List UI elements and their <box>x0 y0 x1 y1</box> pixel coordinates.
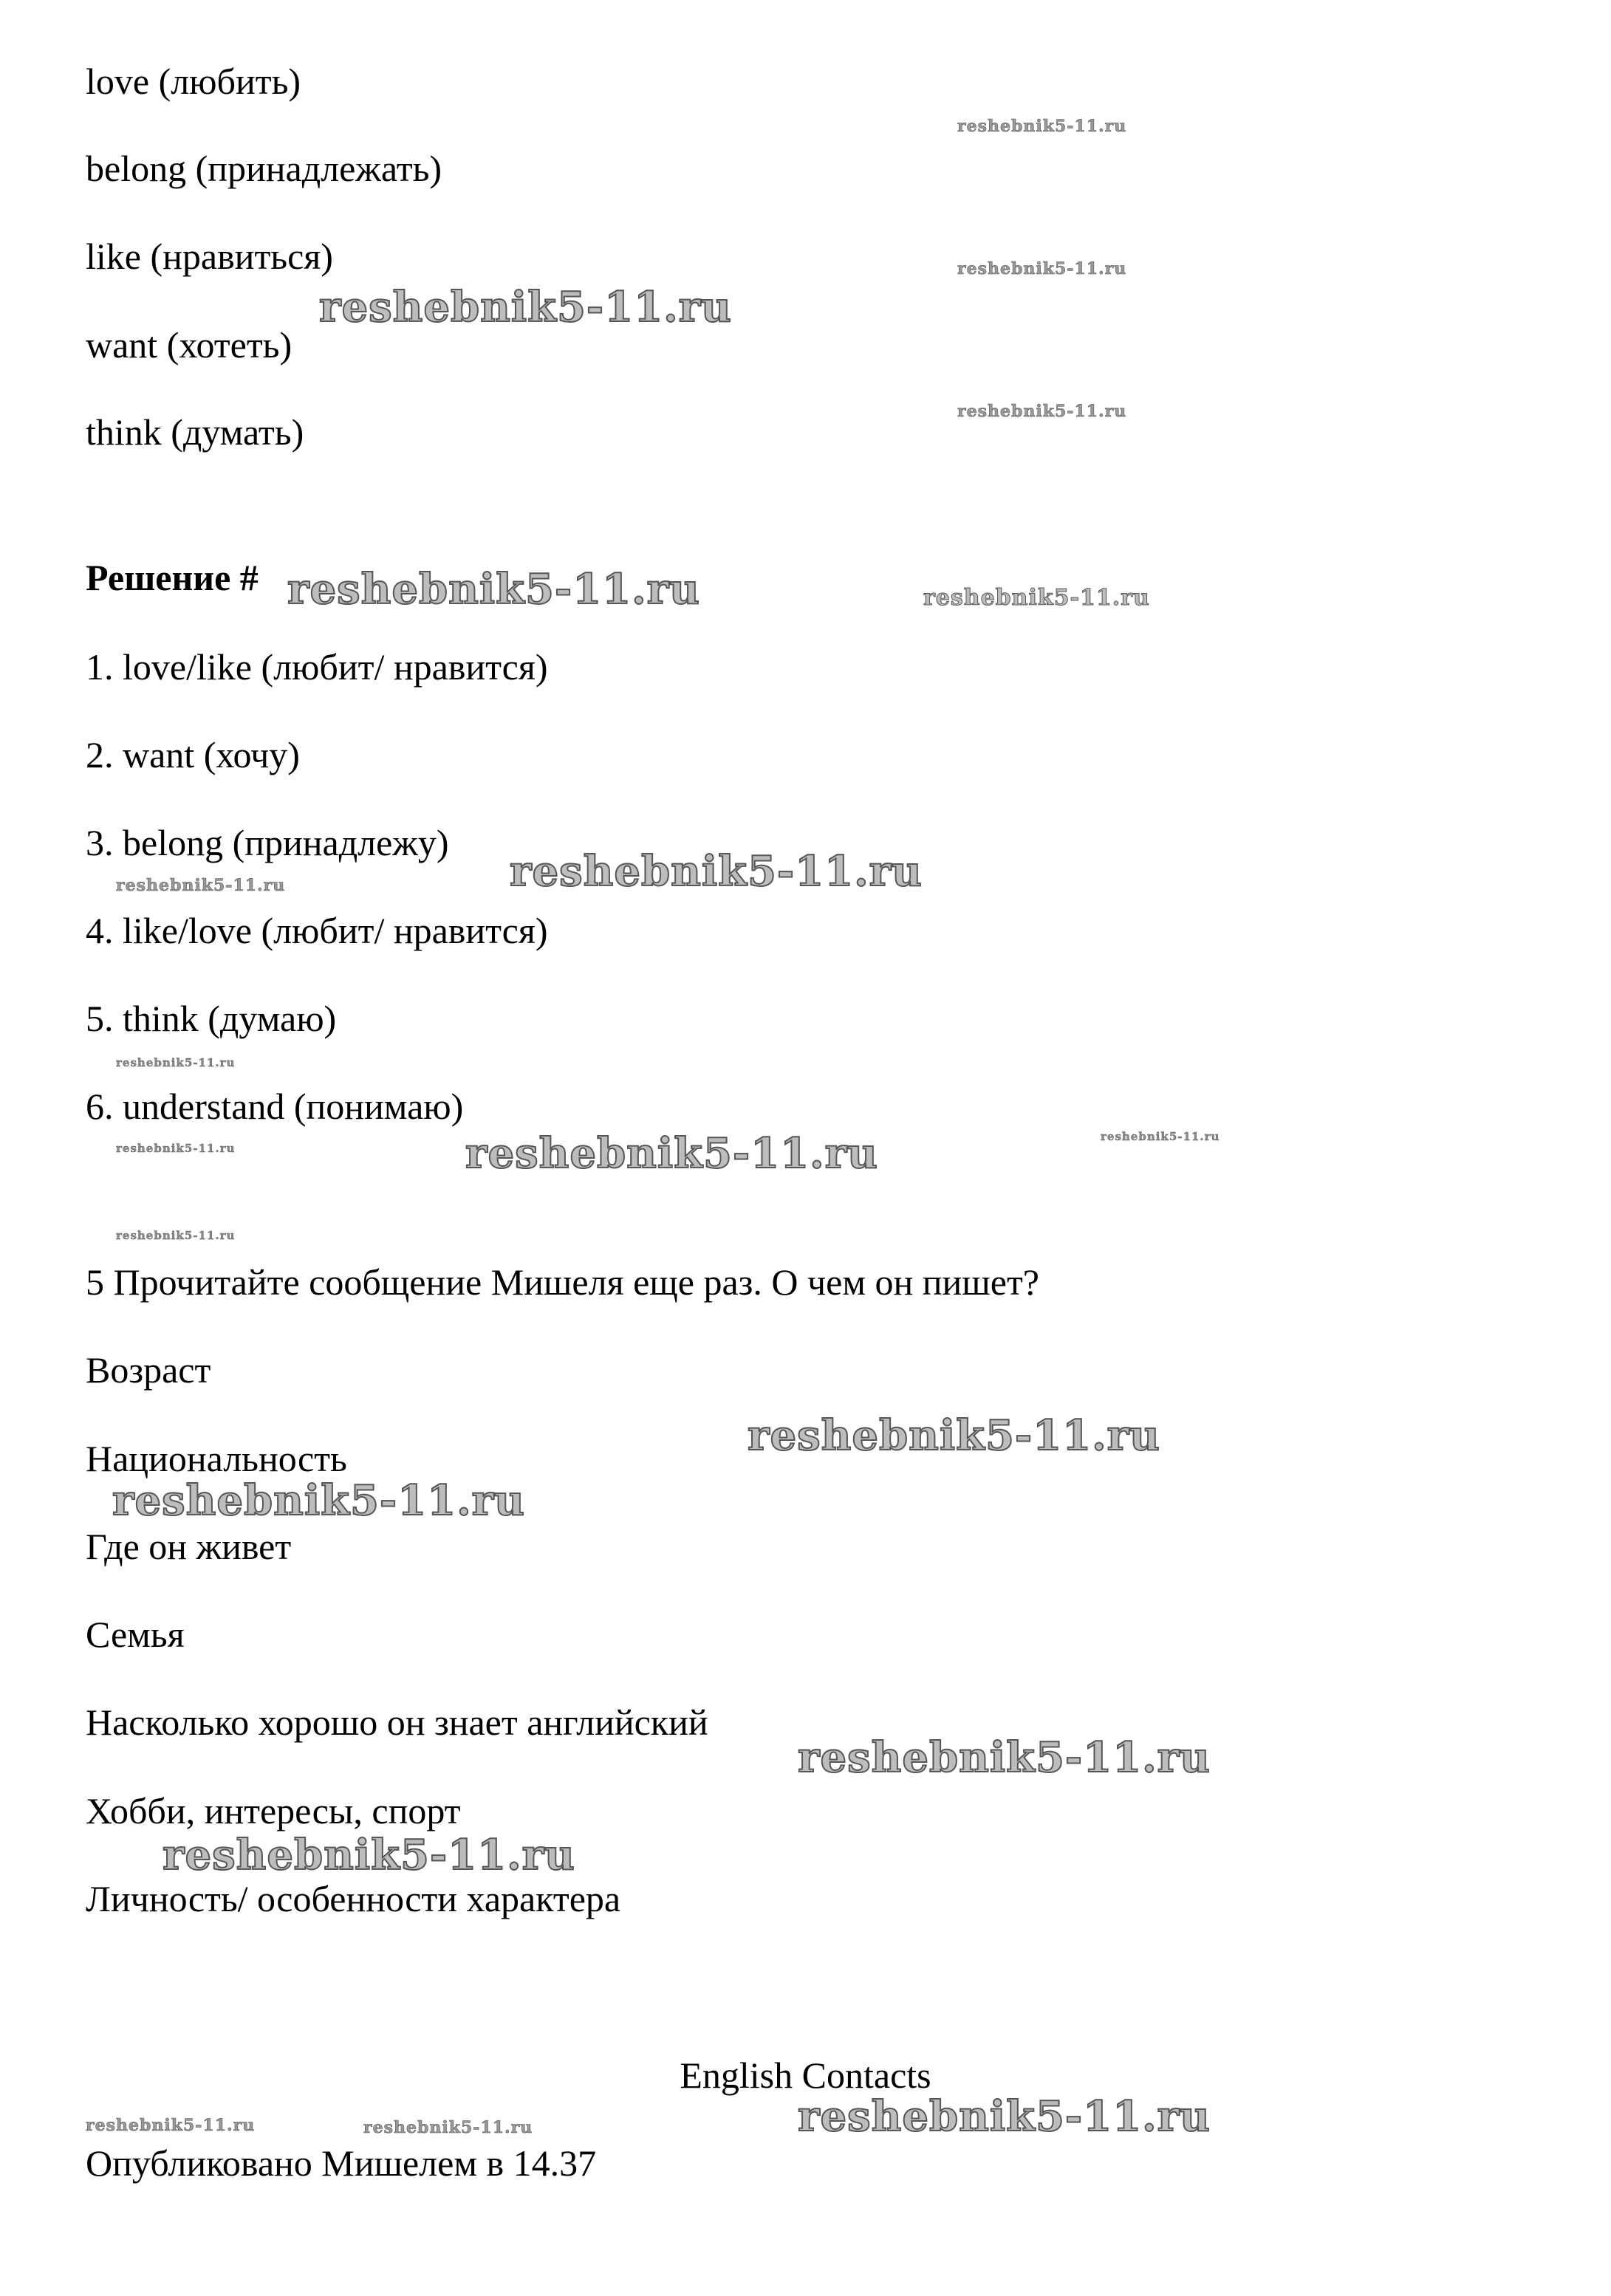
topic-english-level: Насколько хорошо он знает английский <box>86 1702 708 1743</box>
topic-personality: Личность/ особенности характера <box>86 1878 621 1919</box>
watermark: reshebnik5-11.ru <box>465 1129 878 1178</box>
solution-heading: Решение # <box>86 557 259 598</box>
topic-residence: Где он живет <box>86 1526 292 1567</box>
english-contacts-title: English Contacts <box>680 2055 931 2096</box>
vocab-like: like (нравиться) <box>86 236 333 277</box>
topic-nationality: Национальность <box>86 1438 347 1479</box>
watermark: reshebnik5-11.ru <box>957 402 1127 421</box>
answer-4: 4. like/love (любит/ нравится) <box>86 910 548 951</box>
topic-family: Семья <box>86 1614 185 1655</box>
vocab-think: think (думать) <box>86 411 304 453</box>
topic-age: Возраст <box>86 1349 211 1391</box>
answer-2: 2. want (хочу) <box>86 734 300 775</box>
answer-3: 3. belong (принадлежу) <box>86 822 449 863</box>
vocab-want: want (хотеть) <box>86 324 293 366</box>
watermark: reshebnik5-11.ru <box>798 1733 1211 1782</box>
answer-5: 5. think (думаю) <box>86 998 337 1039</box>
watermark: reshebnik5-11.ru <box>116 1142 236 1155</box>
watermark: reshebnik5-11.ru <box>1101 1130 1220 1143</box>
watermark: reshebnik5-11.ru <box>923 585 1150 611</box>
watermark: reshebnik5-11.ru <box>510 847 923 896</box>
watermark: reshebnik5-11.ru <box>957 259 1127 278</box>
topic-hobbies: Хобби, интересы, спорт <box>86 1790 461 1831</box>
watermark: reshebnik5-11.ru <box>86 2116 256 2135</box>
watermark: reshebnik5-11.ru <box>112 1476 525 1525</box>
watermark: reshebnik5-11.ru <box>957 117 1127 136</box>
watermark: reshebnik5-11.ru <box>748 1411 1160 1460</box>
vocab-love: love (любить) <box>86 61 301 102</box>
task-5-question: 5 Прочитайте сообщение Мишеля еще раз. О чем он пишет? <box>86 1261 1039 1303</box>
answer-6: 6. understand (понимаю) <box>86 1086 464 1127</box>
watermark: reshebnik5-11.ru <box>116 876 286 895</box>
watermark: reshebnik5-11.ru <box>287 565 700 614</box>
posted-by-line: Опубликовано Мишелем в 14.37 <box>86 2142 597 2184</box>
watermark: reshebnik5-11.ru <box>163 1831 575 1879</box>
answer-1: 1. love/like (любит/ нравится) <box>86 646 548 688</box>
watermark: reshebnik5-11.ru <box>116 1229 236 1242</box>
vocab-belong: belong (принадлежать) <box>86 148 442 189</box>
watermark: reshebnik5-11.ru <box>363 2118 533 2137</box>
watermark: reshebnik5-11.ru <box>116 1056 236 1069</box>
watermark: reshebnik5-11.ru <box>319 283 732 332</box>
watermark: reshebnik5-11.ru <box>798 2092 1211 2141</box>
